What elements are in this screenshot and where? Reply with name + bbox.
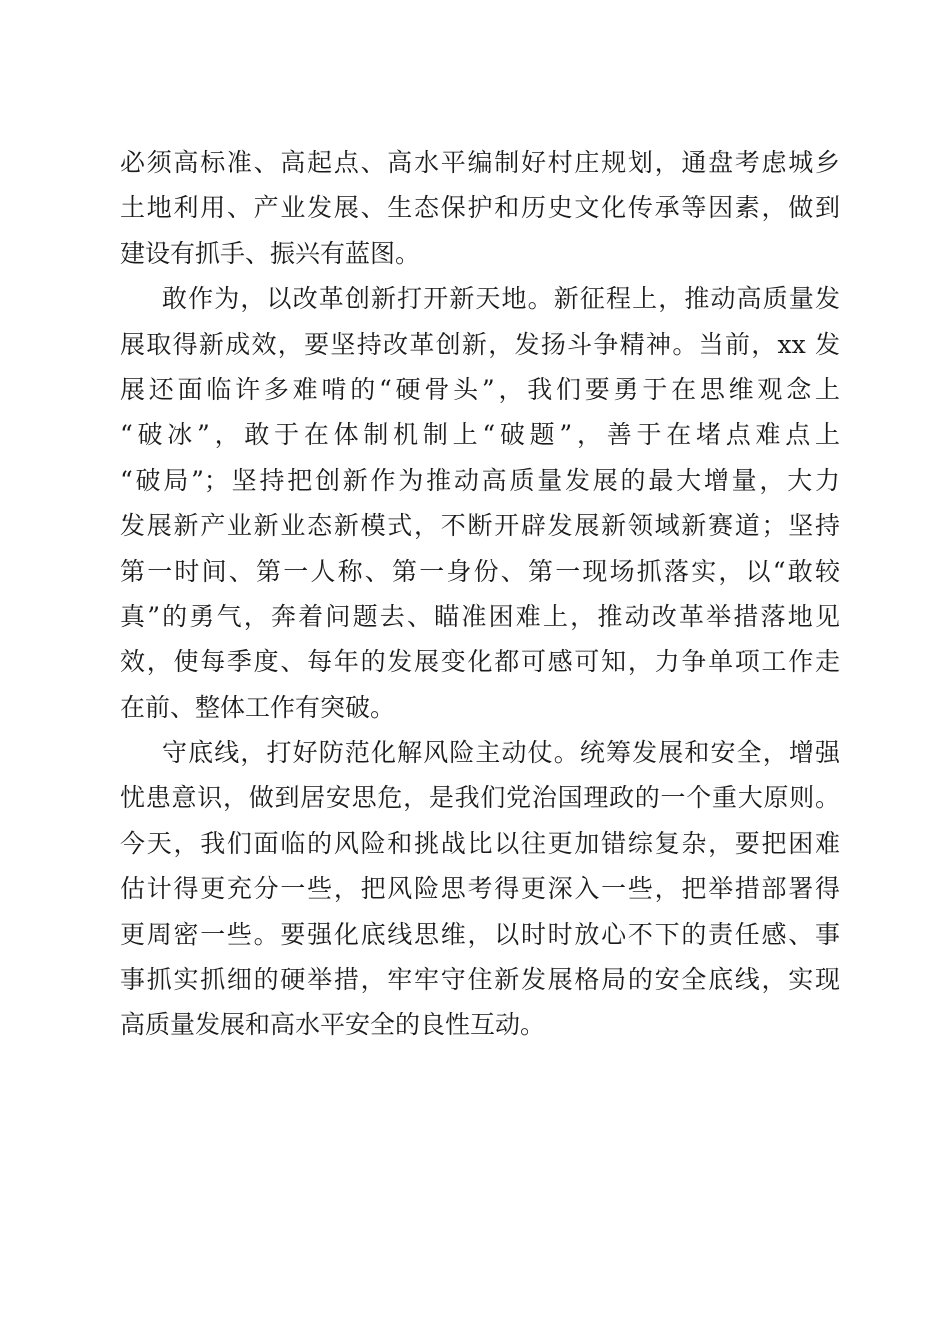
text-line: 土地利用、产业发展、生态保护和历史文化传承等因素，做到 bbox=[120, 193, 840, 223]
body-text bbox=[120, 140, 840, 1048]
text-line: 估计得更充分一些，把风险思考得更深入一些，把举措部署得 bbox=[120, 874, 840, 904]
paragraph-3 bbox=[120, 730, 840, 1048]
text-line: “破局”；坚持把创新作为推动高质量发展的最大增量，大力 bbox=[120, 465, 840, 495]
text-line: 在前、整体工作有突破。 bbox=[120, 692, 396, 722]
text-line: 今天，我们面临的风险和挑战比以往更加错综复杂，要把困难 bbox=[120, 828, 840, 858]
text-line: 发展新产业新业态新模式，不断开辟发展新领域新赛道；坚持 bbox=[120, 511, 840, 541]
paragraph-1 bbox=[120, 140, 840, 276]
text-line: 事抓实抓细的硬举措，牢牢守住新发展格局的安全底线，实现 bbox=[120, 965, 840, 995]
text-line: 敢作为，以改革创新打开新天地。新征程上，推动高质量发 bbox=[162, 284, 840, 314]
text-line: 第一时间、第一人称、第一身份、第一现场抓落实，以“敢较 bbox=[120, 556, 840, 586]
text-line: 守底线，打好防范化解风险主动仗。统筹发展和安全，增强 bbox=[162, 738, 840, 768]
text-line: 必须高标准、高起点、高水平编制好村庄规划，通盘考虑城乡 bbox=[120, 148, 840, 177]
text-line: 效，使每季度、每年的发展变化都可感可知，力争单项工作走 bbox=[120, 647, 840, 677]
text-line: 展还面临许多难啃的“硬骨头”，我们要勇于在思维观念上 bbox=[120, 374, 840, 404]
text-line: 忧患意识，做到居安思危，是我们党治国理政的一个重大原则。 bbox=[120, 783, 840, 813]
text-line: 更周密一些。要强化底线思维，以时时放心不下的责任感、事 bbox=[120, 919, 840, 949]
text-line: “破冰”，敢于在体制机制上“破题”，善于在堵点难点上 bbox=[120, 420, 840, 450]
text-line: 展取得新成效，要坚持改革创新，发扬斗争精神。当前，xx 发 bbox=[120, 329, 840, 359]
paragraph-2 bbox=[120, 276, 840, 730]
text-line: 建设有抓手、振兴有蓝图。 bbox=[120, 238, 421, 268]
text-line: 真”的勇气，奔着问题去、瞄准困难上，推动改革举措落地见 bbox=[120, 601, 840, 631]
text-line: 高质量发展和高水平安全的良性互动。 bbox=[120, 1010, 546, 1040]
